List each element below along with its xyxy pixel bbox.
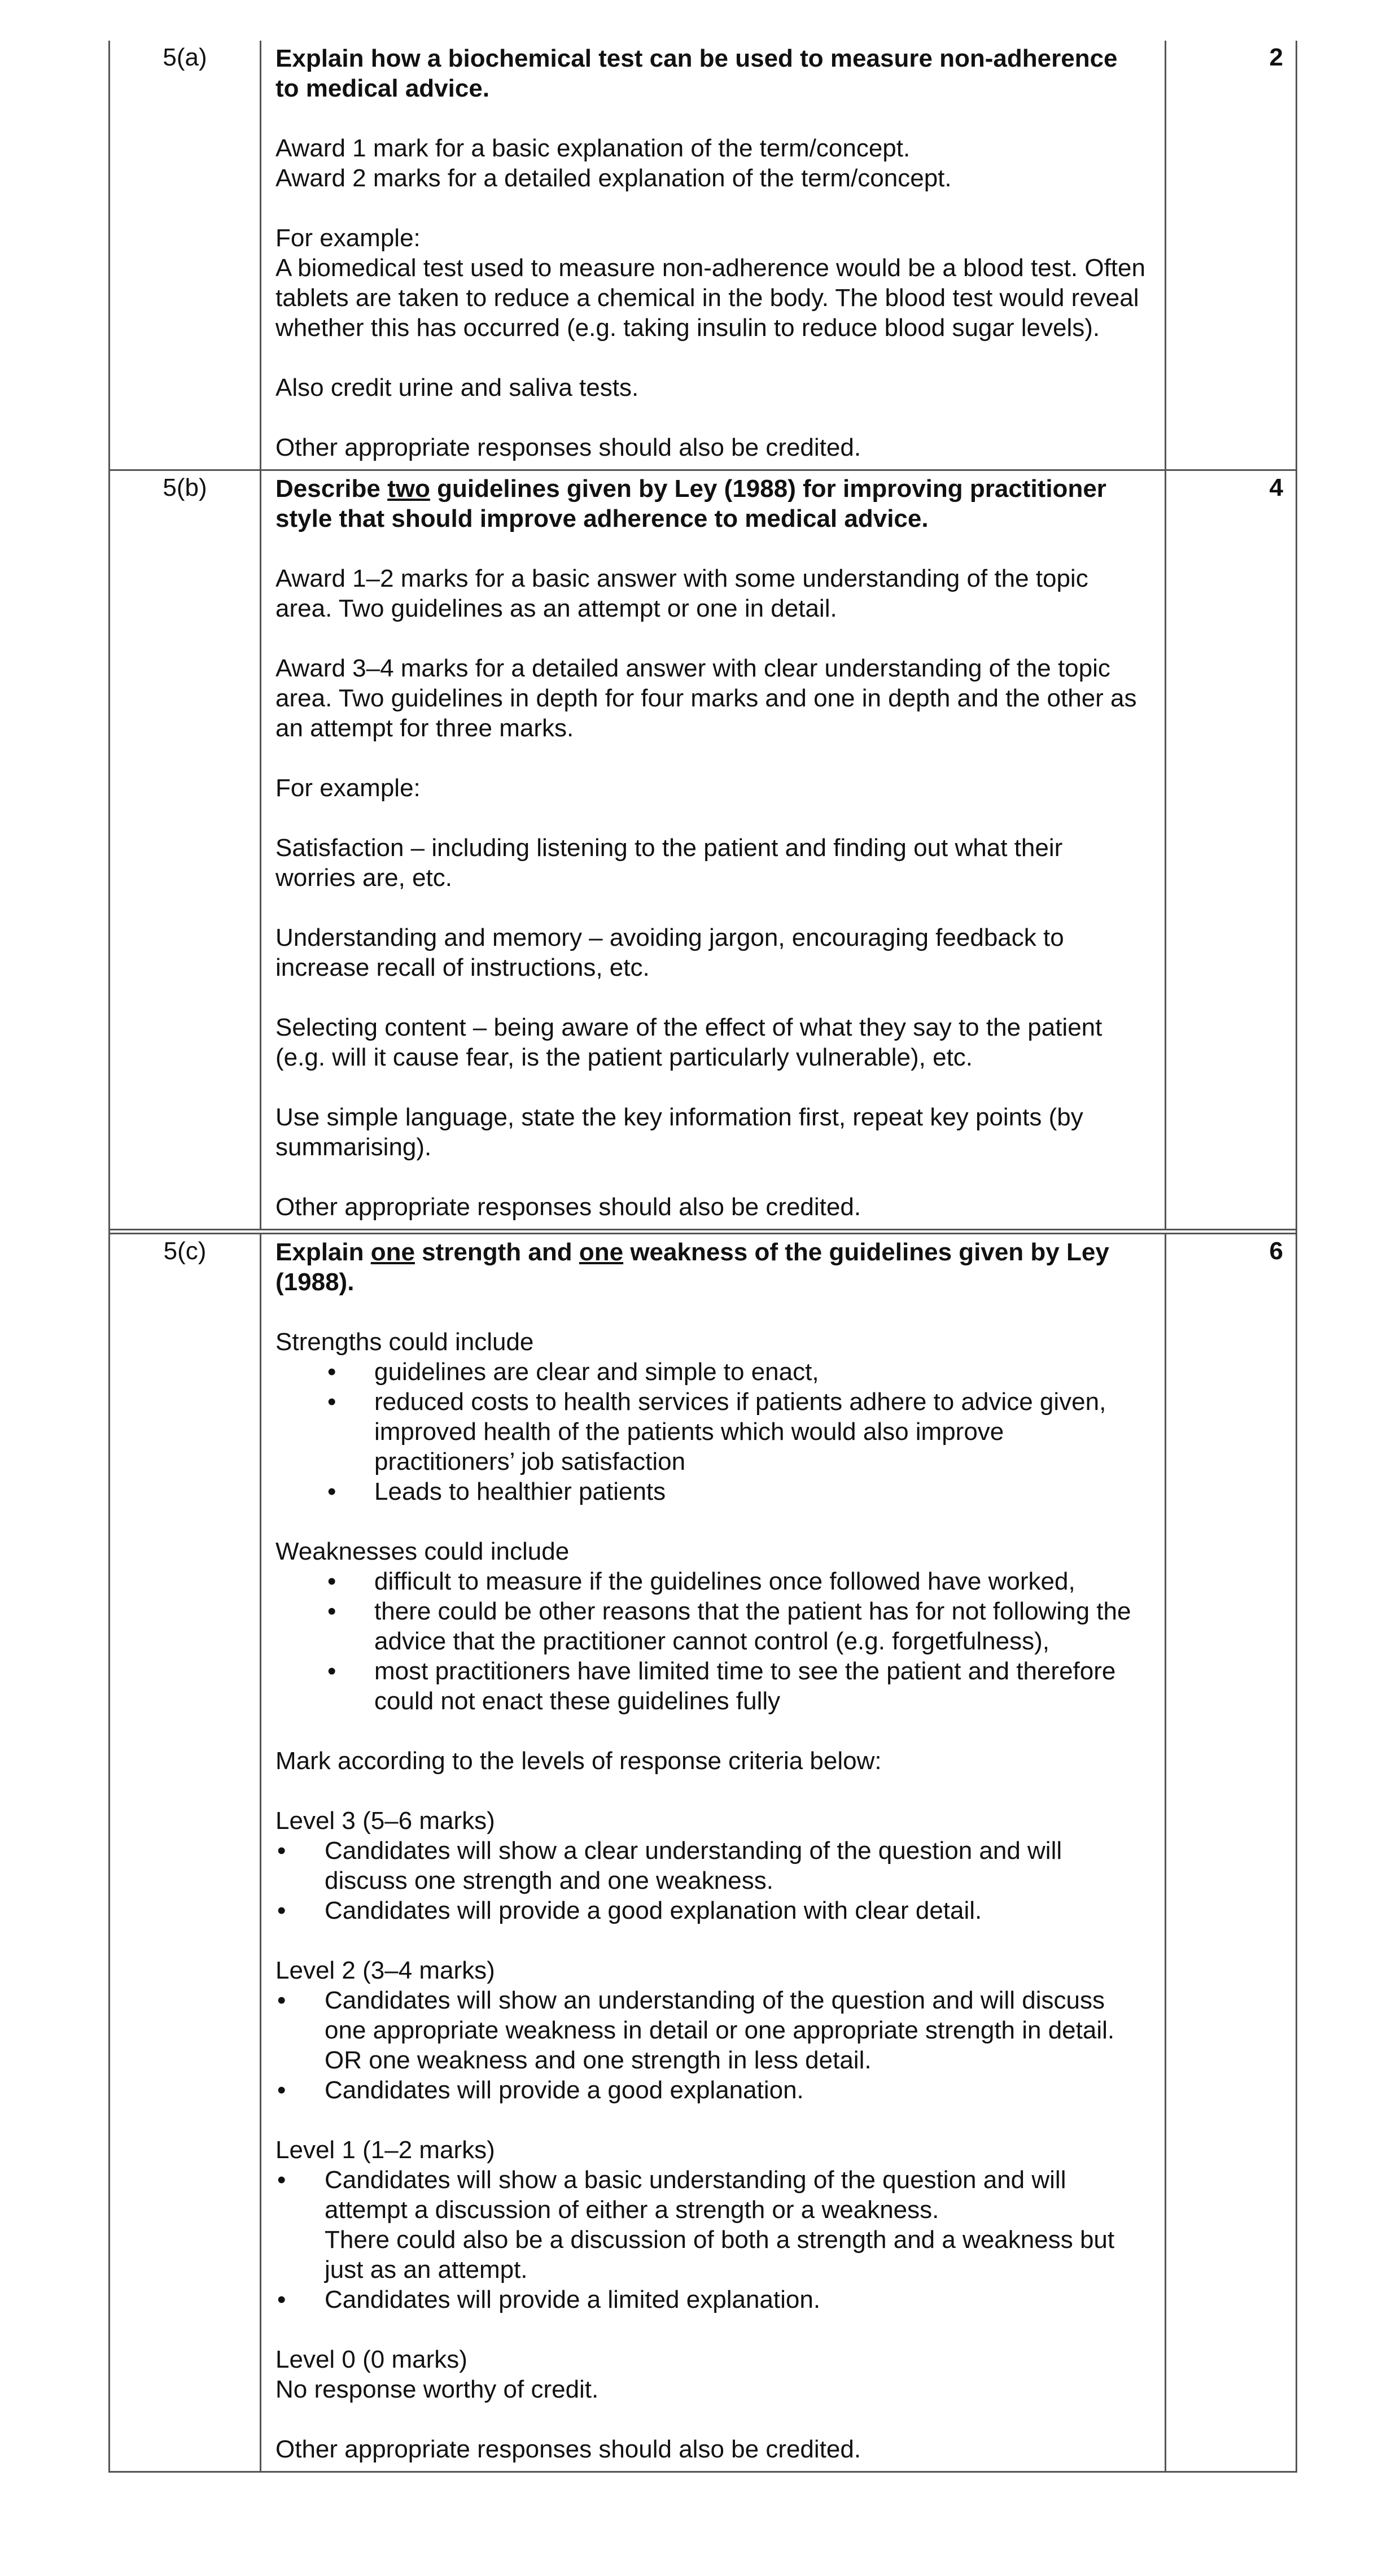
example-point: Satisfaction – including listening to the patient and finding out what their worries are, etc. <box>275 834 1063 892</box>
list-item-text: • Candidates will show an understanding of the question and will discuss one appropriate weakness in detail or one appropriate strength in detail. <box>325 1986 1115 2044</box>
list-item-text: OR one weakness and one strength in less detail. <box>325 2046 872 2074</box>
question-text: Explain how a biochemical test can be used to measure non-adherence to medical advice. <box>275 45 1118 102</box>
level-heading: Level 3 (5–6 marks) <box>275 1807 495 1835</box>
list-item: • Candidates will show a clear understanding of the question and will discuss one strength and one weakness. <box>275 1836 1148 1896</box>
weaknesses-heading: Weaknesses could include <box>275 1538 570 1565</box>
question-number: 5(b) <box>163 474 207 501</box>
list-item <box>275 1985 1148 2075</box>
level-3-block <box>275 1806 1148 1926</box>
example-point: Selecting content – being aware of the effect of what they say to the patient (e.g. will it cause fear, is the patient particularly vulnerable), etc. <box>275 1014 1102 1071</box>
example-label: For example: <box>275 774 421 802</box>
list-item <box>275 2165 1148 2285</box>
level-criteria-list <box>275 1836 1148 1926</box>
other-responses-text: Other appropriate responses should also be credited. <box>275 2435 861 2463</box>
question-number: 5(a) <box>163 43 207 71</box>
level-criteria-list <box>275 1985 1148 2105</box>
award-text: Award 1–2 marks for a basic answer with some understanding of the topic area. Two guidelines as an attempt or one in detail. <box>275 565 1088 622</box>
award-guidance <box>275 133 1148 193</box>
level-heading: Level 0 (0 marks) <box>275 2346 467 2373</box>
marks-value: 6 <box>1269 1237 1283 1265</box>
example-block <box>275 223 1148 343</box>
example-text: A biomedical test used to measure non-adherence would be a blood test. Often tablets are taken to reduce a chemical in the body. The blood test would reveal whether this has occurred (e.g. taking insulin to reduce blood sugar levels). <box>275 254 1145 342</box>
question-row-5c <box>110 1229 1296 2471</box>
level-criteria-list <box>275 2165 1148 2315</box>
mark-scheme-table <box>108 41 1297 2473</box>
marks-value: 4 <box>1269 474 1283 501</box>
list-item: • difficult to measure if the guidelines once followed have worked, <box>275 1566 1148 1596</box>
answer-cell <box>260 1234 1166 2471</box>
list-item: • Candidates will provide a good explanation with clear detail. <box>275 1896 1148 1926</box>
list-item: • Leads to healthier patients <box>275 1477 1148 1507</box>
question-number: 5(c) <box>163 1237 207 1265</box>
question-row-5a <box>110 41 1296 469</box>
strengths-block <box>275 1327 1148 1507</box>
marks-value: 2 <box>1269 43 1283 71</box>
award-text: Award 1 mark for a basic explanation of the term/concept. <box>275 134 911 162</box>
level-1-block <box>275 2135 1148 2315</box>
weaknesses-block <box>275 1536 1148 1716</box>
list-item: • guidelines are clear and simple to enact, <box>275 1357 1148 1387</box>
level-0-block <box>275 2344 1148 2404</box>
question-text <box>275 1237 1148 1297</box>
weaknesses-list <box>275 1566 1148 1716</box>
question-emphasis: one <box>370 1238 415 1266</box>
example-point: Understanding and memory – avoiding jargon, encouraging feedback to increase recall of instructions, etc. <box>275 924 1064 981</box>
question-text-part: guidelines given by Ley (1988) for improving practitioner style that should improve adherence to medical advice. <box>275 475 1106 532</box>
question-text <box>275 474 1148 534</box>
question-text-part: Describe <box>275 475 388 503</box>
other-responses-text: Other appropriate responses should also be credited. <box>275 434 861 461</box>
question-emphasis: two <box>387 475 430 503</box>
question-text-part: Explain <box>275 1238 371 1266</box>
strengths-list <box>275 1357 1148 1507</box>
strengths-heading: Strengths could include <box>275 1328 534 1356</box>
list-item: • Candidates will provide a good explanation. <box>275 2075 1148 2105</box>
example-point: Use simple language, state the key information first, repeat key points (by summarising). <box>275 1103 1083 1161</box>
list-item: • most practitioners have limited time to see the patient and therefore could not enact these guidelines fully <box>275 1656 1148 1716</box>
level-text: No response worthy of credit. <box>275 2376 599 2403</box>
mark-criteria-text: Mark according to the levels of response criteria below: <box>275 1747 882 1775</box>
question-text-part: weakness of the guidelines given by Ley (1988). <box>275 1238 1109 1296</box>
question-emphasis: one <box>579 1238 624 1266</box>
award-text: Award 3–4 marks for a detailed answer with clear understanding of the topic area. Two guidelines in depth for four marks and one in depth and the other as an attempt for three marks. <box>275 654 1137 742</box>
level-heading: Level 1 (1–2 marks) <box>275 2136 495 2164</box>
list-item: • Candidates will provide a limited explanation. <box>275 2285 1148 2315</box>
list-item-text: There could also be a discussion of both a strength and a weakness but just as an attempt. <box>325 2226 1115 2284</box>
list-item-text: • Candidates will show a basic understanding of the question and will attempt a discussion of either a strength or a weakness. <box>325 2166 1066 2224</box>
other-responses-text: Other appropriate responses should also be credited. <box>275 1193 861 1221</box>
credit-tests-text: Also credit urine and saliva tests. <box>275 374 639 401</box>
example-label: For example: <box>275 224 421 252</box>
list-item: • reduced costs to health services if patients adhere to advice given, improved health of the patients which would also improve practitioners’ job satisfaction <box>275 1387 1148 1477</box>
level-heading: Level 2 (3–4 marks) <box>275 1957 495 1984</box>
question-text-part: strength and <box>414 1238 579 1266</box>
list-item: • there could be other reasons that the patient has for not following the advice that the practitioner cannot control (e.g. forgetfulness), <box>275 1596 1148 1656</box>
answer-cell <box>260 41 1166 469</box>
answer-cell <box>260 471 1166 1229</box>
award-text: Award 2 marks for a detailed explanation of the term/concept. <box>275 164 952 192</box>
question-row-5b <box>110 469 1296 1229</box>
level-2-block <box>275 1955 1148 2105</box>
